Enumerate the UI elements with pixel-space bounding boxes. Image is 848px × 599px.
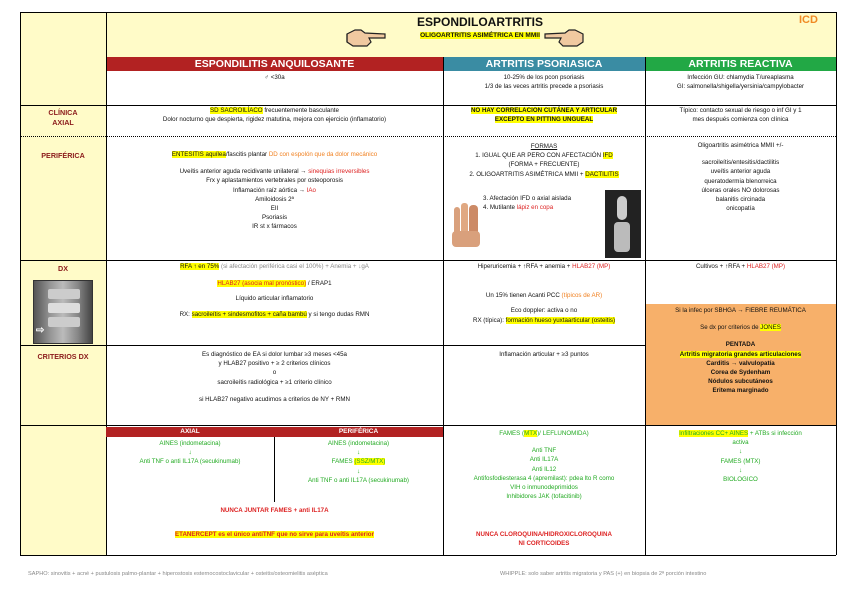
aps-formas: FORMAS 1. IGUAL QUE AR PERO CON AFECTACIÓN IFD (FORMA + FRECUENTE) 2. OLIGOARTRITIS ASIMÉTRICA MMII + DACTILITIS: [469, 143, 619, 178]
row-label-criterios: CRITERIOS DX: [37, 352, 89, 361]
aps-intro: 10-25% de los pcon psoriasis 1/3 de las veces artritis precede a psoriasis: [484, 74, 604, 91]
ar-dx: Cultivos + ↑RFA + HLAB27 (MP): [695, 263, 786, 270]
ea-tx-warning: NUNCA JUNTAR FAMES + anti IL17A: [220, 507, 329, 514]
column-header-ea: ESPONDILITIS ANQUILOSANTE: [106, 57, 443, 71]
column-header-aps: ARTRITIS PSORIASICA: [443, 57, 645, 71]
row-label-periferica: PERIFÉRICA: [41, 151, 85, 160]
ar-periferica: Oligoartritis asimétrica MMII +/- sacroileítis/entesitis/dactilitis uveítis anterior aguda queratodermia blenorreica úlceras orales NO dolorosas balanitis circinada onicopatía: [697, 142, 784, 213]
dactylitis-hand-image: [452, 203, 480, 247]
column-header-ar: ARTRITIS REACTIVA: [645, 57, 836, 71]
pencil-in-cup-xray-image: [605, 190, 641, 258]
row-label-dx: DX: [58, 264, 68, 273]
ea-criterios: Es diagnóstico de EA si dolor lumbar ≥3 meses <45a y HLAB27 positivo + ≥ 2 criterios clínicos o sacroileítis radiológica + ≥1 criterio clínico si HLAB27 negativo acudimos a criterios de NY + RMN: [198, 351, 351, 403]
page-subtitle: OLIGOARTRITIS ASIMÉTRICA EN MMII: [420, 32, 540, 39]
ea-tx-axial: AINES (indometacina) ↓ Anti TNF o anti IL17A (secukinumab): [139, 440, 241, 466]
ar-tx: Infiltraciones CC+ AINES + ATBs si infección activa ↓ FAMES (MTX) ↓ BIOLOGICO: [679, 430, 802, 484]
aps-axial: NO HAY CORRELACION CUTÁNEA Y ARTICULAR EXCEPTO EN PITTING UNGUEAL: [470, 107, 618, 124]
row-label-axial: AXIAL: [52, 118, 74, 127]
ea-intro: ♂ <30a: [264, 74, 285, 81]
pointing-hand-right-icon: [345, 26, 387, 48]
aps-formas-extra: 3. Afectación IFD o axial aislada 4. Mutilante lápiz en copa: [483, 195, 572, 212]
row-label-clinica: CLÍNICA: [48, 108, 78, 117]
aps-dx: Hiperuricemia + ↑RFA + anemia + HLAB27 (MP) Un 15% tienen Acanti PCC (típicos de AR) Eco doppler: activa o no RX (típica): formación hueso yuxtaarticular (osteitis): [472, 263, 616, 324]
footer-whipple: WHIPPLE: solo saber artritis migratoria y PAS (+) en biopsia de 2ª porción intestino: [500, 571, 707, 577]
ar-axial: Típico: contacto sexual de riesgo o inf GI y 1 mes después comienza con clínica: [679, 107, 802, 124]
ea-periferica: ENTESITIS aquílea/fascitis plantar DD con espolón que da dolor mecánico Uveítis anterior aguda recidivante unilateral → sinequias irreversibles Frx y aplastamientos vertebrales por osteoporosis Inflamación raíz aórtica → IAo Amiloidosis 2ª EII Psoriasis IR st x fármacos: [171, 151, 378, 231]
icd-badge: ICD: [799, 14, 818, 26]
ea-dx: RFA ↑ en 75% (si afectación periférica casi el 100%) + Anemia + ↓gA HLAB27 (asocia mal pronóstico) / ERAP1 Líquido articular inflamatorio RX: sacroileítis + sindesmofitos + caña bambú y si tengo dudas RMN: [179, 263, 370, 318]
ea-tx-periferica-header: PERIFÉRICA: [274, 427, 443, 437]
ea-tx-etanercept: ETANERCEPT es el único antiTNF que no sirve para uveítis anterior: [175, 531, 374, 538]
fiebre-reumatica: Si la infec por SBHGA → FIEBRE REUMÁTICA Se dx por criterios de JONES PENTADA Artritis migratoria grandes articulaciones Carditis → valvulopatía Corea de Sydenham Nódulos subcutáneos Eritema marginado: [675, 307, 806, 395]
aps-criterios: Inflamación articular + ≥3 puntos: [499, 351, 589, 358]
ea-tx-periferica: AINES (indometacina) ↓ FAMES (SSZ/MTX) ↓ Anti TNF o anti IL17A (secukinumab): [308, 440, 409, 484]
page-title: ESPONDILOARTRITIS: [416, 15, 543, 29]
pointing-hand-left-icon: [543, 26, 585, 48]
ar-intro: Infección GU: chlamydia T/ureaplasma GI: salmonella/shigella/yersinia/campylobacter: [676, 74, 805, 91]
footer-sapho: SAPHO: sinovitis + acné + pustulosis palmo-plantar + hiperostosis esternocostoclavicular + osteitis/osteomielitis aséptica: [28, 571, 328, 577]
aps-tx-warning: NUNCA CLOROQUINA/HIDROXICLOROQUINA NI CORTICOIDES: [476, 531, 612, 548]
ea-tx-axial-header: AXIAL: [106, 427, 274, 437]
aps-tx: FAMES (MTX)/ LEFLUNOMIDA) Anti TNF Anti IL17A Anti IL12 Antifosfodiesterasa 4 (apremilast): pdea lto R como VIH o inmunodeprimidos Inhibidores JAK (tofacitinib): [473, 430, 615, 501]
ea-axial: SD SACROILÍACO frecuentemente basculante Dolor nocturno que despierta, rigidez matutina, mejora con ejercicio (inflamatorio): [162, 107, 387, 124]
spine-xray-image: ⇨: [33, 280, 93, 344]
